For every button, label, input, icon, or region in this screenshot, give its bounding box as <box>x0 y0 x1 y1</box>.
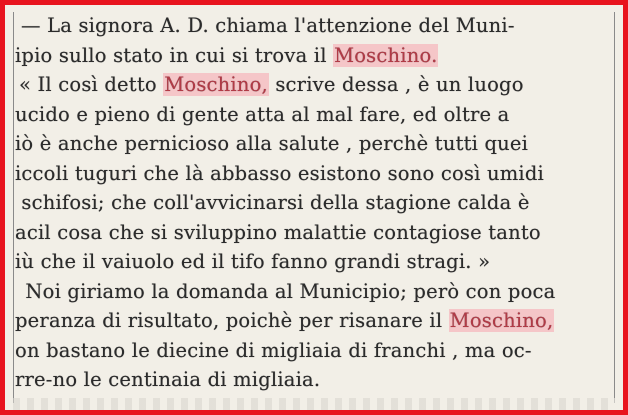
cropped-next-line <box>13 398 615 410</box>
text-run: Noi giriamo la domanda al Municipio; però con poca <box>19 279 556 303</box>
text-run: rre-no le centinaia di migliaia. <box>15 368 321 391</box>
text-run: « Il così detto <box>19 73 164 96</box>
text-line <box>15 336 532 366</box>
text-run: schifosi; che coll'avvicinarsi della stagione calda è <box>15 191 530 214</box>
text-line <box>15 188 530 218</box>
text-run: scrive dessa , è un luogo <box>268 73 524 96</box>
highlighted-term: Moschino. <box>334 43 438 67</box>
text-run: iò è anche pernicioso alla salute , perchè tutti quei <box>15 132 529 155</box>
text-line <box>15 306 554 336</box>
text-run: iccoli tuguri che là abbasso esistono sono così umidi <box>15 161 544 185</box>
text-line <box>15 41 438 71</box>
text-run: peranza di risultato, poichè per risanare il <box>15 309 449 332</box>
text-run: on bastano le diecine di migliaia di franchi , ma oc- <box>15 338 532 362</box>
text-line <box>15 247 490 277</box>
text-run: iù che il vaiuolo ed il tifo fanno grandi stragi. » <box>15 250 491 273</box>
text-run: acil cosa che si sviluppino malattie contagiose tanto <box>15 220 541 244</box>
text-run: ucido e pieno di gente atta al mal fare, ed oltre a <box>15 102 510 126</box>
highlighted-term: Moschino, <box>449 309 554 332</box>
text-line <box>19 277 555 307</box>
text-line <box>21 11 515 41</box>
text-line <box>19 70 524 100</box>
text-line <box>15 129 528 159</box>
text-line <box>15 100 509 130</box>
text-line <box>15 159 544 189</box>
text-run: ipio sullo stato in cui si trova il <box>15 43 334 67</box>
highlighted-term: Moschino, <box>164 73 268 96</box>
text-line <box>15 365 320 395</box>
text-run: — La signora A. D. chiama l'attenzione del Muni- <box>21 14 515 37</box>
text-line <box>15 218 541 248</box>
